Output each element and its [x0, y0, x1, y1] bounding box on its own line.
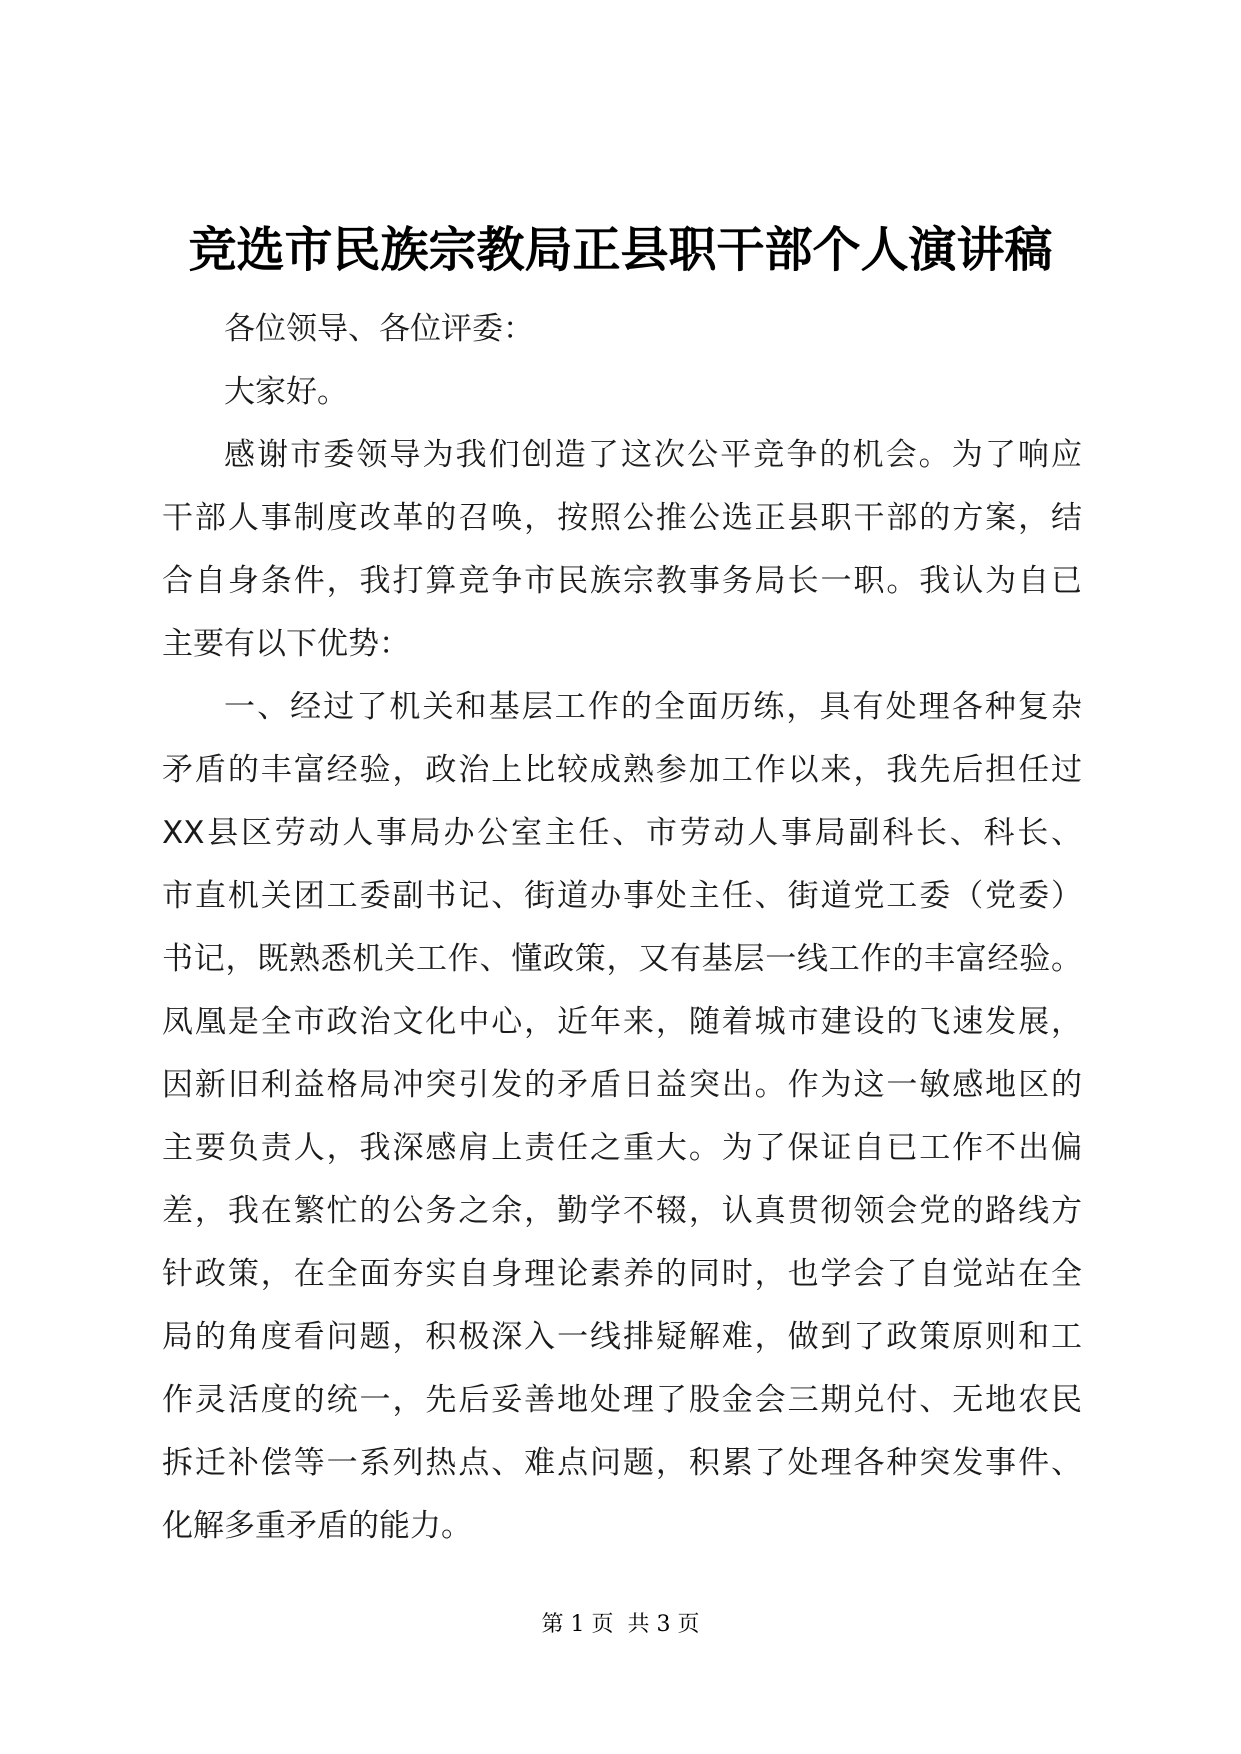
body-line: 书记，既熟悉机关工作、懂政策，又有基层一线工作的丰富经验。	[162, 941, 1082, 977]
body-line: 因新旧利益格局冲突引发的矛盾日益突出。作为这一敏感地区的	[162, 1067, 1082, 1103]
page-number: 第 1 页	[541, 1612, 614, 1637]
page-total: 共 3 页	[627, 1612, 700, 1637]
document-body	[162, 298, 1082, 1558]
body-line: 合自身条件，我打算竞争市民族宗教事务局长一职。我认为自已	[162, 563, 1082, 599]
body-line: 局的角度看问题，积极深入一线排疑解难，做到了政策原则和工	[162, 1319, 1082, 1355]
body-line: 化解多重矛盾的能力。	[162, 1508, 472, 1544]
document-title: 竞选市民族宗教局正县职干部个人演讲稿	[188, 222, 1053, 278]
body-line: 凤凰是全市政治文化中心，近年来，随着城市建设的飞速发展，	[162, 1004, 1082, 1040]
page-footer	[0, 1610, 1241, 1640]
body-line: 矛盾的丰富经验，政治上比较成熟参加工作以来，我先后担任过	[162, 752, 1082, 788]
body-line: 干部人事制度改革的召唤，按照公推公选正县职干部的方案，结	[162, 500, 1082, 536]
body-line: 各位领导、各位评委：	[224, 311, 534, 347]
body-line: 针政策，在全面夯实自身理论素养的同时，也学会了自觉站在全	[162, 1256, 1082, 1292]
body-line: 大家好。	[224, 374, 348, 410]
body-line: 一、经过了机关和基层工作的全面历练，具有处理各种复杂	[224, 689, 1082, 725]
body-line: 主要有以下优势：	[162, 626, 410, 662]
body-line: 市直机关团工委副书记、街道办事处主任、街道党工委（党委）	[162, 878, 1082, 914]
body-line: 感谢市委领导为我们创造了这次公平竞争的机会。为了响应	[224, 437, 1082, 473]
body-line: 作灵活度的统一，先后妥善地处理了股金会三期兑付、无地农民	[162, 1382, 1082, 1418]
body-line: 主要负责人，我深感肩上责任之重大。为了保证自已工作不出偏	[162, 1130, 1082, 1166]
body-line: 拆迁补偿等一系列热点、难点问题，积累了处理各种突发事件、	[162, 1445, 1082, 1481]
body-line: 差，我在繁忙的公务之余，勤学不辍，认真贯彻领会党的路线方	[162, 1193, 1082, 1229]
body-line: XX县区劳动人事局办公室主任、市劳动人事局副科长、科长、	[162, 815, 1082, 851]
